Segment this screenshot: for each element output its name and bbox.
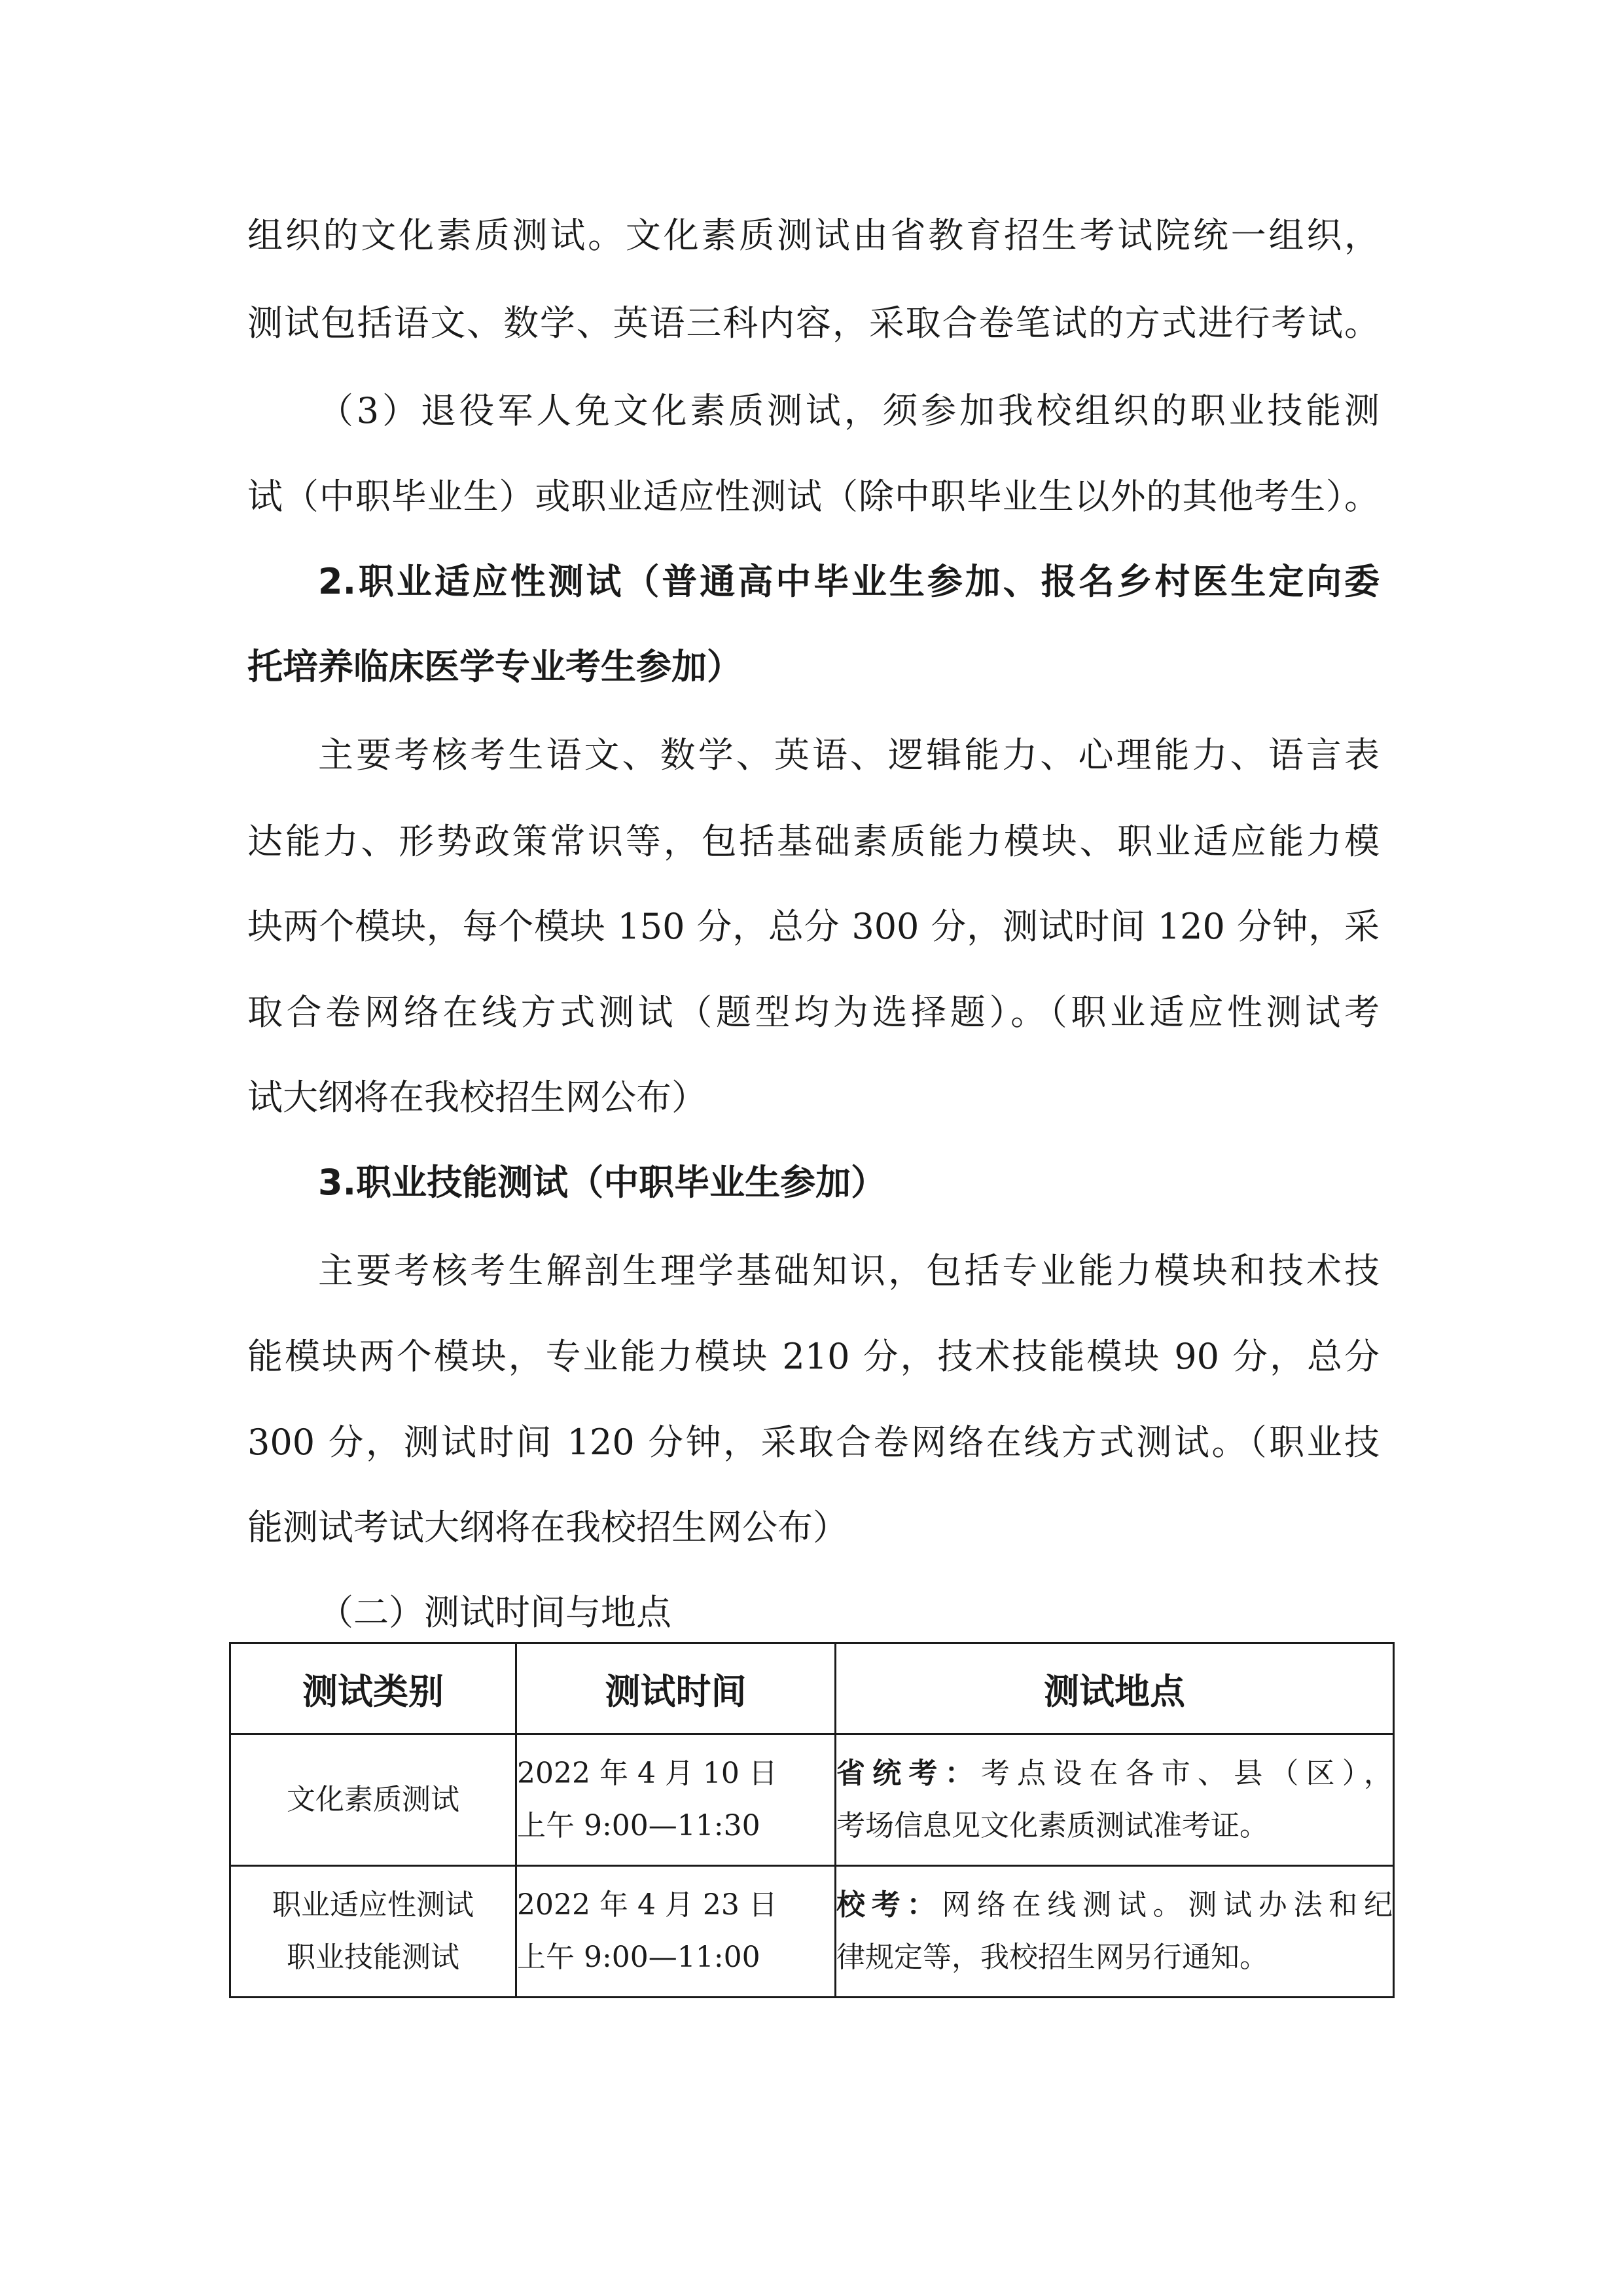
schedule-table [229,1642,1395,1998]
section-heading: 2.职业适应性测试（普通高中毕业生参加、报名乡村医生定向委 [318,561,1380,602]
table-row [230,1866,1394,1998]
time-cell [516,1866,836,1998]
paragraph-line: （3）退役军人免文化素质测试，须参加我校组织的职业技能测 [318,390,1380,431]
column-header: 测试地点 [836,1643,1394,1734]
category-cell [230,1734,516,1866]
paragraph-line: 能测试考试大纲将在我校招生网公布） [247,1507,848,1548]
paragraph-line: 主要考核考生解剖生理学基础知识，包括专业能力模块和技术技 [318,1250,1380,1291]
place-label: 省统考： [836,1757,981,1790]
paragraph-line: 300 分，测试时间 120 分钟，采取合卷网络在线方式测试。（职业技 [247,1422,1380,1463]
paragraph-line: 主要考核考生语文、数学、英语、逻辑能力、心理能力、语言表 [318,734,1380,776]
category-text: 职业技能测试 [287,1941,459,1974]
column-header: 测试时间 [516,1643,836,1734]
place-line [836,1748,1393,1800]
category-text: 文化素质测试 [287,1783,459,1816]
paragraph-line: 试（中职毕业生）或职业适应性测试（除中职毕业生以外的其他考生）。 [247,476,1380,517]
paragraph-line: 试大纲将在我校招生网公布） [247,1077,707,1118]
place-line [836,1879,1393,1931]
paragraph-line: 组织的文化素质测试。文化素质测试由省教育招生考试院统一组织， [247,215,1380,256]
paragraph-line: 块两个模块，每个模块 150 分，总分 300 分，测试时间 120 分钟，采 [247,906,1380,947]
section-heading: 3.职业技能测试（中职毕业生参加） [318,1162,887,1203]
subsection-heading: （二）测试时间与地点 [318,1592,671,1633]
place-cell [836,1866,1394,1998]
paragraph-line: 能模块两个模块，专业能力模块 210 分，技术技能模块 90 分，总分 [247,1336,1380,1377]
paragraph-line: 达能力、形势政策常识等，包括基础素质能力模块、职业适应能力模 [247,821,1380,862]
category-cell [230,1866,516,1998]
place-text: 考点设在各市、县（区）， [980,1757,1393,1790]
table-header-row [230,1643,1394,1734]
place-cell [836,1734,1394,1866]
time-text: 上午 9:00—11:30 [517,1809,760,1842]
column-header: 测试类别 [230,1643,516,1734]
place-text: 网络在线测试。测试办法和纪 [942,1888,1393,1922]
paragraph-line: 测试包括语文、数学、英语三科内容，采取合卷笔试的方式进行考试。 [247,302,1380,344]
place-text: 律规定等，我校招生网另行通知。 [836,1941,1268,1974]
section-heading: 托培养临床医学专业考生参加） [247,646,742,687]
place-text: 考场信息见文化素质测试准考证。 [836,1809,1268,1842]
time-text: 上午 9:00—11:00 [517,1941,760,1974]
paragraph-line: 取合卷网络在线方式测试（题型均为选择题）。（职业适应性测试考 [247,992,1380,1033]
date-text: 2022 年 4 月 23 日 [517,1888,777,1922]
category-text: 职业适应性测试 [272,1888,474,1922]
table-row [230,1734,1394,1866]
date-text: 2022 年 4 月 10 日 [517,1757,777,1790]
time-cell [516,1734,836,1866]
place-label: 校考： [836,1888,942,1922]
